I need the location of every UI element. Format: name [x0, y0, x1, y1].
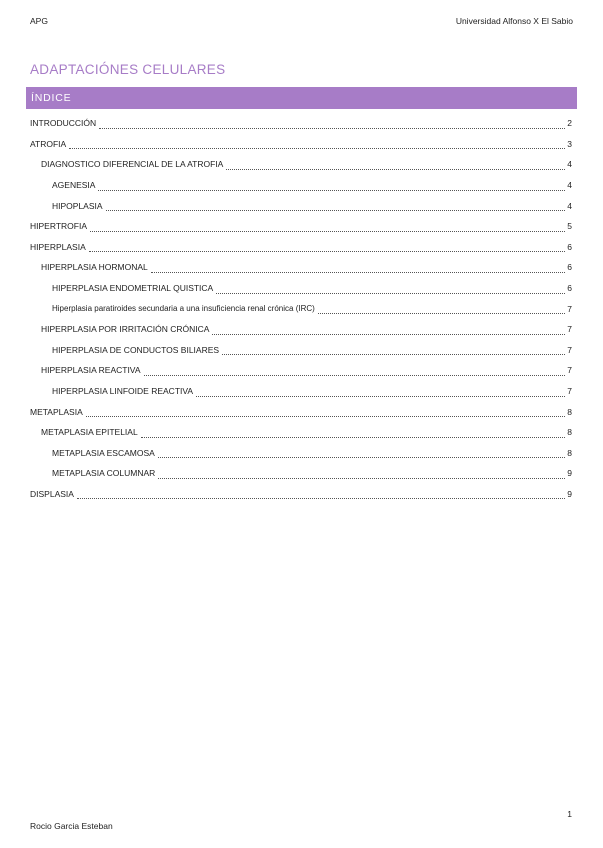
- toc-leader-dots: [158, 472, 565, 479]
- toc-entry-page: 5: [567, 221, 572, 232]
- toc-entry[interactable]: [30, 340, 572, 361]
- toc-entry-label: HIPERPLASIA POR IRRITACIÓN CRÓNICA: [41, 324, 210, 335]
- toc-leader-dots: [216, 287, 565, 294]
- toc-entry[interactable]: [30, 298, 572, 319]
- toc-entry-page: 3: [567, 138, 572, 149]
- document-title: ADAPTACIÓNES CELULARES: [30, 62, 226, 77]
- toc-entry[interactable]: [30, 319, 572, 340]
- toc-entry-label: HIPOPLASIA: [52, 200, 103, 211]
- toc-entry[interactable]: [30, 360, 572, 381]
- toc-leader-dots: [90, 225, 565, 232]
- toc-leader-dots: [106, 204, 566, 211]
- toc-entry[interactable]: [30, 463, 572, 484]
- toc-entry-page: 4: [567, 159, 572, 170]
- toc-entry-page: 7: [567, 386, 572, 397]
- header-right: Universidad Alfonso X El Sabio: [455, 16, 573, 26]
- table-of-contents: [30, 113, 572, 504]
- toc-entry-label: ATROFIA: [30, 138, 67, 149]
- toc-entry-page: 8: [567, 447, 572, 458]
- toc-entry-page: 6: [567, 283, 572, 294]
- toc-leader-dots: [89, 245, 566, 252]
- toc-entry[interactable]: [30, 381, 572, 402]
- toc-entry-label: DISPLASIA: [30, 488, 74, 499]
- toc-entry-page: 4: [567, 180, 572, 191]
- toc-entry-page: 2: [567, 118, 572, 129]
- toc-entry-page: 9: [567, 488, 572, 499]
- toc-leader-dots: [98, 184, 565, 191]
- toc-entry-label: Hiperplasia paratiroides secundaria a una insuficiencia renal crónica (IRC): [52, 304, 315, 314]
- toc-entry-label: HIPERPLASIA ENDOMETRIAL QUISTICA: [52, 283, 214, 294]
- toc-leader-dots: [212, 328, 565, 335]
- toc-entry-label: AGENESIA: [52, 180, 96, 191]
- toc-leader-dots: [226, 163, 565, 170]
- toc-entry-label: METAPLASIA EPITELIAL: [41, 427, 138, 438]
- toc-leader-dots: [144, 369, 566, 376]
- toc-entry[interactable]: [30, 154, 572, 175]
- toc-entry[interactable]: [30, 443, 572, 464]
- toc-entry-label: HIPERTROFIA: [30, 221, 87, 232]
- toc-entry-page: 4: [567, 200, 572, 211]
- toc-entry[interactable]: [30, 484, 572, 505]
- toc-entry[interactable]: [30, 237, 572, 258]
- toc-entry-label: HIPERPLASIA REACTIVA: [41, 365, 141, 376]
- toc-entry-label: HIPERPLASIA HORMONAL: [41, 262, 148, 273]
- toc-entry[interactable]: [30, 134, 572, 155]
- toc-entry-label: METAPLASIA: [30, 406, 83, 417]
- toc-leader-dots: [69, 142, 565, 149]
- toc-leader-dots: [318, 307, 565, 314]
- toc-leader-dots: [99, 122, 565, 129]
- toc-entry-label: METAPLASIA COLUMNAR: [52, 468, 156, 479]
- toc-entry[interactable]: [30, 257, 572, 278]
- toc-entry-label: HIPERPLASIA LINFOIDE REACTIVA: [52, 386, 194, 397]
- toc-entry-page: 7: [567, 303, 572, 314]
- toc-entry[interactable]: [30, 216, 572, 237]
- toc-entry[interactable]: [30, 422, 572, 443]
- toc-leader-dots: [141, 431, 566, 438]
- toc-entry-label: HIPERPLASIA DE CONDUCTOS BILIARES: [52, 344, 220, 355]
- toc-entry-label: INTRODUCCIÓN: [30, 118, 97, 129]
- toc-leader-dots: [86, 410, 566, 417]
- toc-entry-page: 8: [567, 427, 572, 438]
- toc-entry[interactable]: [30, 113, 572, 134]
- toc-entry-page: 6: [567, 241, 572, 252]
- toc-leader-dots: [196, 390, 565, 397]
- toc-entry-page: 7: [567, 344, 572, 355]
- toc-entry-page: 6: [567, 262, 572, 273]
- toc-entry[interactable]: [30, 175, 572, 196]
- footer-author: Rocio Garcia Esteban: [30, 821, 113, 831]
- index-heading-bar: [26, 87, 577, 109]
- toc-entry-page: 9: [567, 468, 572, 479]
- toc-leader-dots: [151, 266, 566, 273]
- page-number: 1: [567, 809, 572, 819]
- toc-leader-dots: [158, 451, 565, 458]
- toc-entry-label: METAPLASIA ESCAMOSA: [52, 447, 155, 458]
- header-left: APG: [30, 16, 48, 26]
- toc-entry-label: HIPERPLASIA: [30, 241, 86, 252]
- toc-entry-page: 7: [567, 365, 572, 376]
- toc-leader-dots: [222, 348, 565, 355]
- toc-entry[interactable]: [30, 401, 572, 422]
- page-header: [30, 16, 573, 30]
- toc-entry-page: 8: [567, 406, 572, 417]
- index-heading: ÍNDICE: [31, 92, 72, 104]
- toc-entry-page: 7: [567, 324, 572, 335]
- toc-entry[interactable]: [30, 278, 572, 299]
- toc-entry[interactable]: [30, 195, 572, 216]
- toc-leader-dots: [77, 492, 565, 499]
- toc-entry-label: DIAGNOSTICO DIFERENCIAL DE LA ATROFIA: [41, 159, 224, 170]
